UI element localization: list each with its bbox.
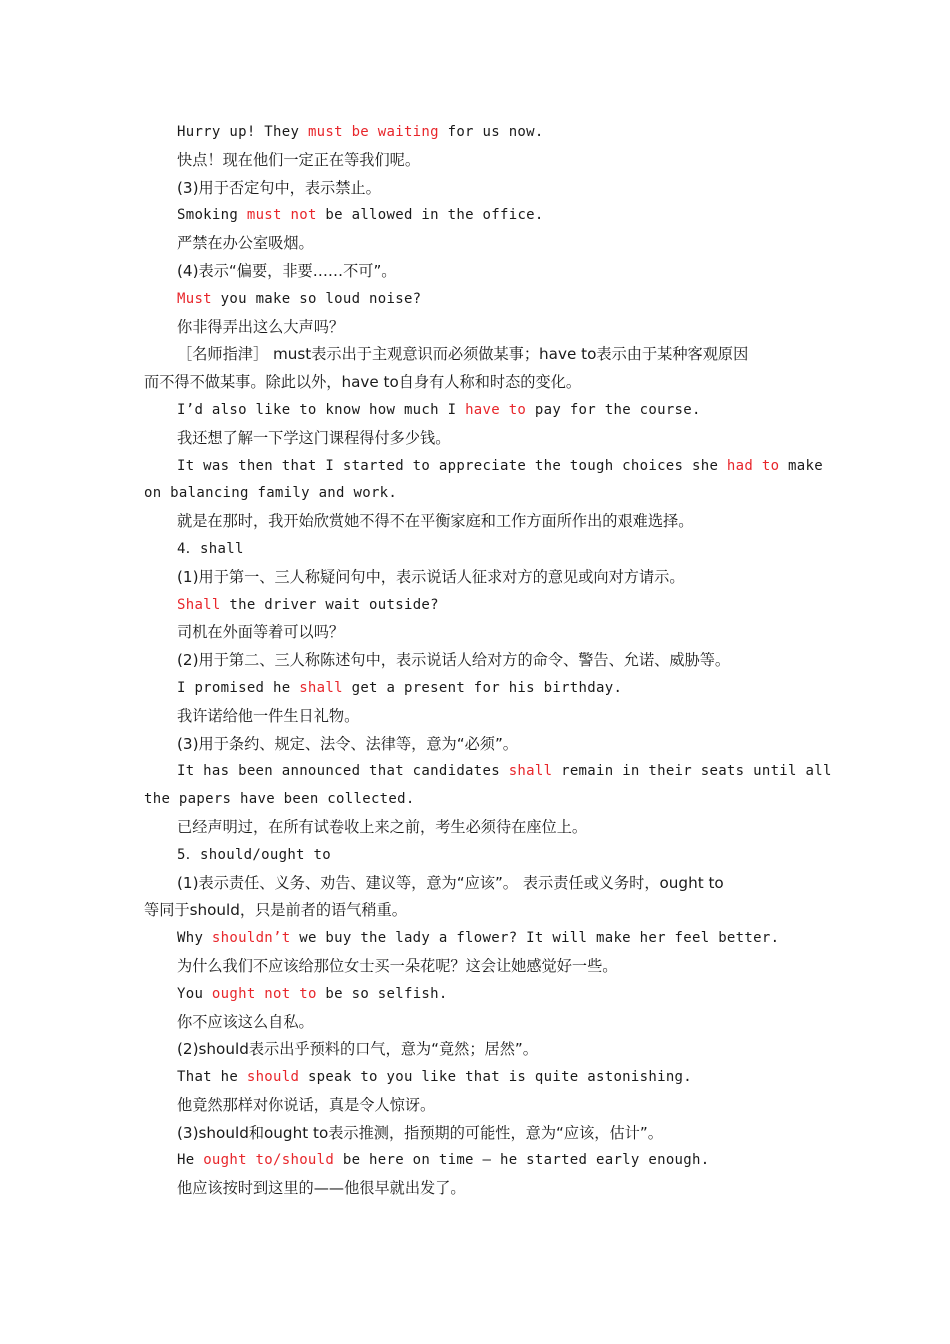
text-segment: the papers have been collected.	[144, 791, 415, 808]
text-segment: (3)用于条约、规定、法令、法律等，意为“必须”。	[177, 734, 518, 753]
document-page	[144, 119, 832, 1203]
text-segment: ［名师指津］ must表示出于主观意识而必须做某事；have to表示由于某种客观原因	[177, 345, 749, 364]
english-example-line	[144, 397, 808, 425]
chinese-text-line	[144, 175, 808, 203]
english-example-line	[144, 1064, 808, 1092]
chinese-text-line	[144, 1120, 808, 1148]
chinese-text-line	[144, 425, 808, 453]
english-example-line	[144, 592, 808, 620]
text-segment: we buy the lady a flower? It will make her feel better.	[290, 930, 780, 947]
english-example-line	[144, 453, 823, 481]
text-segment: (1)表示责任、义务、劝告、建议等，意为“应该”。 表示责任或义务时，ought to	[177, 873, 724, 892]
highlighted-modal-verb: must be waiting	[307, 124, 439, 140]
text-segment: be allowed in the office.	[316, 207, 544, 224]
english-example-line	[144, 925, 808, 953]
text-segment: 他应该按时到这里的——他很早就出发了。	[177, 1179, 466, 1198]
text-segment: He	[177, 1152, 204, 1169]
text-segment: 我还想了解一下学这门课程得付多少钱。	[177, 428, 451, 447]
highlighted-modal-verb: have to	[465, 401, 527, 418]
text-segment: 而不得不做某事。除此以外，have to自身有人称和时态的变化。	[144, 373, 582, 392]
chinese-text-line	[144, 814, 808, 842]
text-segment: Hurry up! They	[177, 124, 308, 140]
text-segment: 我许诺给他一件生日礼物。	[177, 706, 360, 725]
english-example-line	[144, 480, 808, 508]
text-segment: Smoking	[177, 207, 247, 224]
highlighted-modal-verb: ought to/should	[203, 1152, 335, 1169]
text-segment: make	[779, 457, 823, 474]
text-segment: on balancing family and work.	[144, 485, 398, 502]
text-segment: (1)用于第一、三人称疑问句中，表示说话人征求对方的意见或向对方请示。	[177, 567, 685, 586]
chinese-text-line	[144, 258, 808, 286]
text-segment: (3)用于否定句中，表示禁止。	[177, 178, 381, 197]
chinese-text-line	[144, 1036, 808, 1064]
chinese-text-line	[144, 870, 808, 898]
text-segment: 他竟然那样对你说话，真是令人惊讶。	[177, 1095, 436, 1114]
chinese-text-line	[144, 731, 808, 759]
highlighted-modal-verb: must not	[246, 207, 317, 224]
english-example-line	[144, 758, 832, 786]
chinese-text-line	[144, 147, 808, 175]
text-segment: 司机在外面等着可以吗？	[177, 623, 345, 642]
text-segment: 你不应该这么自私。	[177, 1012, 314, 1031]
chinese-text-line	[144, 703, 808, 731]
english-example-line	[144, 786, 808, 814]
highlighted-modal-verb: Must	[177, 290, 212, 307]
highlighted-modal-verb: had to	[726, 457, 780, 474]
text-segment: 5．should/ought to	[177, 846, 331, 863]
english-example-line	[144, 119, 808, 147]
text-segment: 等同于should，只是前者的语气稍重。	[144, 901, 407, 920]
chinese-text-line	[144, 619, 808, 647]
text-segment: (2)用于第二、三人称陈述句中，表示说话人给对方的命令、警告、允诺、威胁等。	[177, 651, 731, 670]
text-segment: 严禁在办公室吸烟。	[177, 234, 314, 253]
text-segment: get a present for his birthday.	[342, 679, 623, 696]
english-example-line	[144, 675, 808, 703]
text-segment: I’d also like to know how much I	[177, 401, 466, 418]
text-segment: remain in their seats until all	[552, 763, 832, 780]
text-segment: 你非得弄出这么大声吗？	[177, 317, 345, 336]
text-segment: You	[177, 985, 212, 1002]
english-example-line	[144, 842, 808, 870]
highlighted-modal-verb: shall	[299, 679, 343, 696]
chinese-text-line	[144, 564, 808, 592]
chinese-text-line	[144, 314, 808, 342]
chinese-text-line	[144, 953, 808, 981]
chinese-text-line	[144, 1009, 808, 1037]
chinese-text-line	[144, 897, 808, 925]
text-segment: That he	[177, 1069, 247, 1086]
text-segment: the driver wait outside?	[220, 596, 439, 613]
highlighted-modal-verb: shall	[508, 763, 553, 780]
text-segment: It was then that I started to appreciate the tough choices she	[177, 457, 727, 474]
chinese-text-line	[144, 1092, 808, 1120]
english-example-line	[144, 202, 808, 230]
chinese-text-line	[144, 230, 808, 258]
text-segment: I promised he	[177, 679, 300, 696]
text-segment: (3)should和ought to表示推测，指预期的可能性，意为“应该，估计”。	[177, 1123, 663, 1142]
text-segment: (4)表示“偏要，非要……不可”。	[177, 261, 397, 280]
text-segment: you make so loud noise?	[211, 290, 422, 307]
text-segment: pay for the course.	[526, 401, 701, 418]
text-segment: 就是在那时，我开始欣赏她不得不在平衡家庭和工作方面所作出的艰难选择。	[177, 512, 694, 531]
text-segment: Why	[177, 930, 212, 947]
chinese-text-line	[144, 341, 808, 369]
text-segment: 为什么我们不应该给那位女士买一朵花呢？这会让她感觉好一些。	[177, 956, 618, 975]
chinese-text-line	[144, 508, 808, 536]
english-example-line	[144, 1147, 808, 1175]
text-segment: speak to you like that is quite astonishing.	[299, 1069, 693, 1086]
chinese-text-line	[144, 369, 808, 397]
english-example-line	[144, 536, 808, 564]
text-segment: (2)should表示出乎预料的口气，意为“竟然；居然”。	[177, 1040, 538, 1059]
highlighted-modal-verb: should	[246, 1069, 300, 1086]
highlighted-modal-verb: shouldn’t	[211, 930, 291, 947]
english-example-line	[144, 981, 808, 1009]
text-segment: It has been announced that candidates	[177, 763, 509, 780]
chinese-text-line	[144, 647, 808, 675]
english-example-line	[144, 286, 808, 314]
text-segment: 已经声明过，在所有试卷收上来之前，考生必须待在座位上。	[177, 817, 588, 836]
text-segment: 快点！现在他们一定正在等我们呢。	[177, 150, 420, 169]
highlighted-modal-verb: Shall	[177, 596, 221, 613]
highlighted-modal-verb: ought not to	[211, 985, 317, 1002]
text-segment: be so selfish.	[316, 985, 448, 1002]
text-segment: be here on time — he started early enough.	[334, 1152, 710, 1169]
text-segment: 4．shall	[177, 540, 244, 557]
chinese-text-line	[144, 1175, 808, 1203]
text-segment: for us now.	[438, 124, 544, 140]
